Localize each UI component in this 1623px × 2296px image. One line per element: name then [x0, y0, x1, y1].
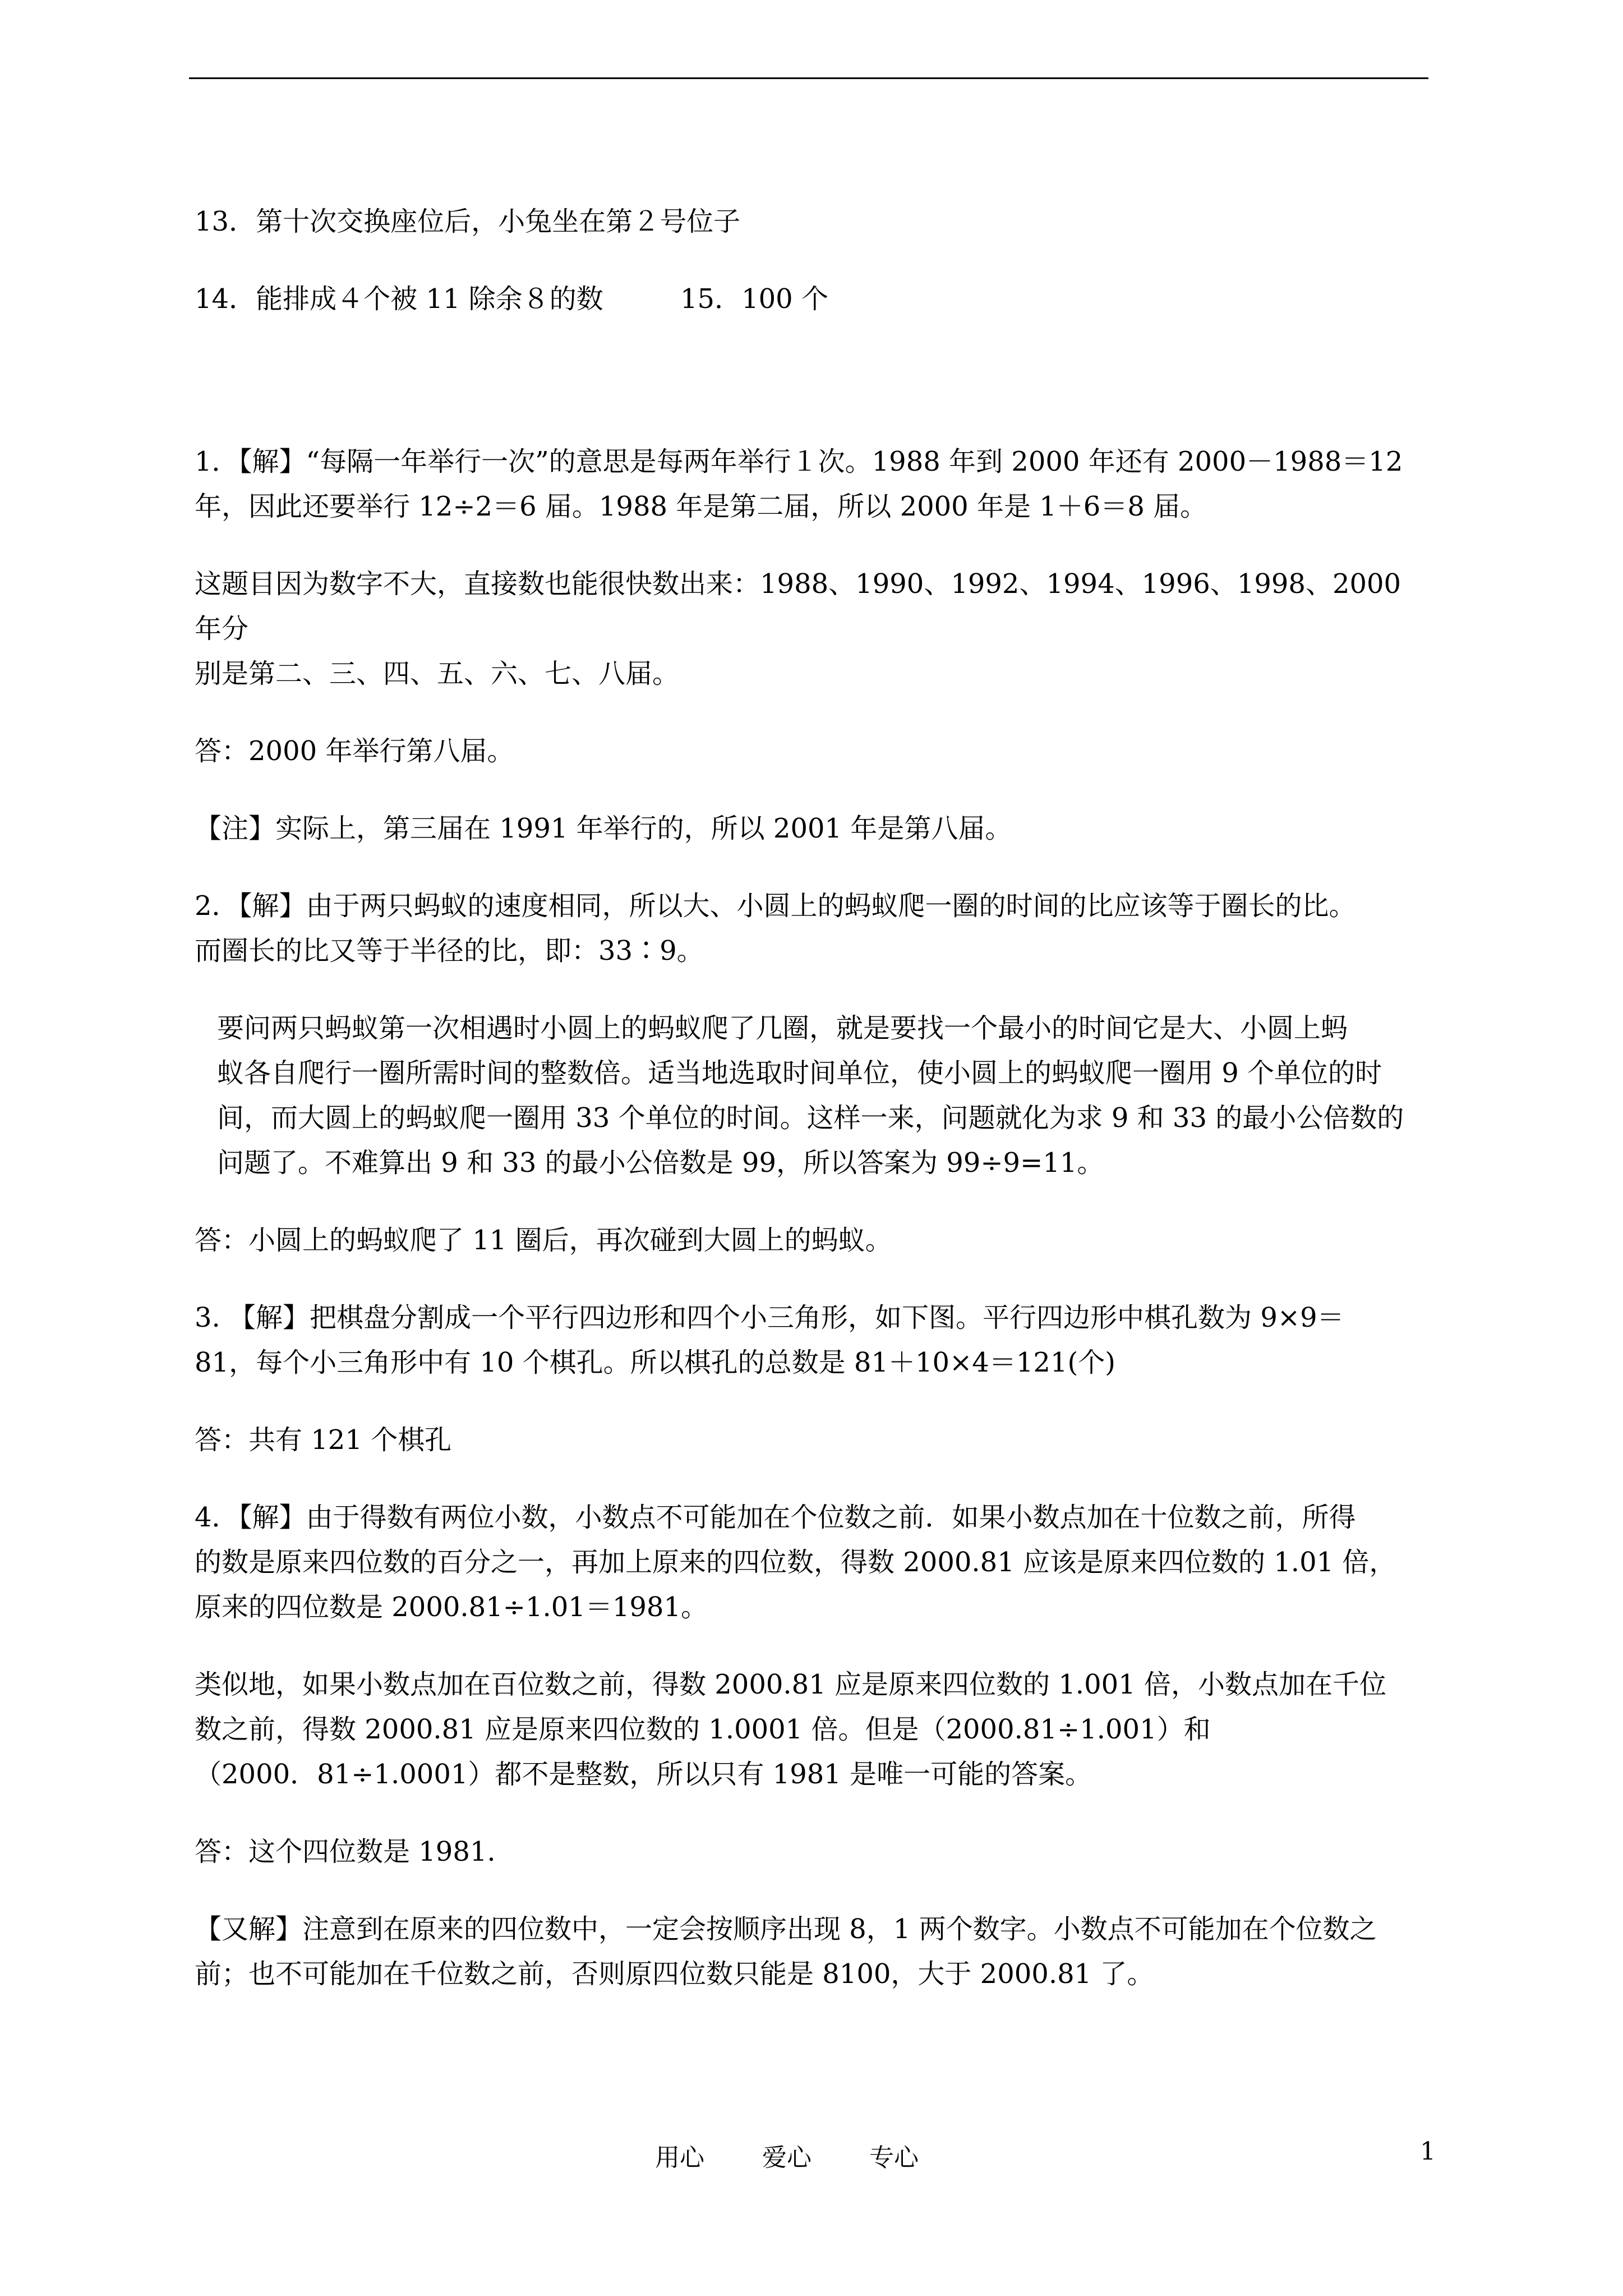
footer-motto-item: 用心	[655, 2143, 704, 2172]
footer-motto	[655, 2137, 919, 2173]
solution-1-note-line-2: 别是第二、三、四、五、六、七、八届。	[195, 658, 680, 689]
solution-4-similar-line-3: （2000．81÷1.0001）都不是整数，所以只有 1981 是唯一可能的答案。	[195, 1759, 1092, 1790]
solution-3-line-1: 3. 【解】把棋盘分割成一个平行四边形和四个小三角形，如下图。平行四边形中棋孔数为 9×9＝	[195, 1302, 1344, 1333]
solution-1-answer: 答：2000 年举行第八届。	[195, 735, 514, 767]
document-body	[195, 199, 1428, 1996]
footer-motto-item: 专心	[869, 2143, 919, 2172]
solution-3-line-2: 81，每个小三角形中有 10 个棋孔。所以棋孔的总数是 81＋10×4＝121(个)	[195, 1347, 1115, 1378]
solution-4-alt-line-2: 前；也不可能加在千位数之前，否则原四位数只能是 8100，大于 2000.81 了。	[195, 1958, 1154, 1990]
solution-2-explain-line-4: 问题了。不难算出 9 和 33 的最小公倍数是 99，所以答案为 99÷9=11。	[217, 1147, 1104, 1179]
solution-2-explain-line-3: 间，而大圆上的蚂蚁爬一圈用 33 个单位的时间。这样一来，问题就化为求 9 和 33 的最小公倍数的	[217, 1102, 1404, 1134]
solution-2-line-2: 而圈长的比又等于半径的比，即：33∶9。	[195, 935, 704, 967]
solution-4-similar-line-2: 数之前，得数 2000.81 应是原来四位数的 1.0001 倍。但是（2000.81÷1.001）和	[195, 1714, 1211, 1745]
header-rule	[189, 77, 1428, 79]
solution-1-remark: 【注】实际上，第三届在 1991 年举行的，所以 2001 年是第八届。	[195, 813, 1012, 844]
solution-3-answer: 答：共有 121 个棋孔	[195, 1424, 452, 1456]
solution-4-line-3: 原来的四位数是 2000.81÷1.01＝1981。	[195, 1591, 708, 1623]
answer-13: 13．第十次交换座位后，小兔坐在第２号位子	[195, 206, 741, 237]
solution-4-alt-line-1: 【又解】注意到在原来的四位数中，一定会按顺序出现 8，1 两个数字。小数点不可能加在个位数之	[195, 1913, 1377, 1945]
solution-4-answer: 答：这个四位数是 1981.	[195, 1836, 496, 1867]
solution-4-line-1: 4．【解】由于得数有两位小数，小数点不可能加在个位数之前．如果小数点加在十位数之前，所得	[195, 1502, 1356, 1533]
solution-2-answer: 答：小圆上的蚂蚁爬了 11 圈后，再次碰到大圆上的蚂蚁。	[195, 1225, 892, 1256]
solution-1-note-line-1: 这题目因为数字不大，直接数也能很快数出来：1988、1990、1992、1994、1996、1998、2000 年分	[195, 568, 1410, 645]
solution-4-similar-line-1: 类似地，如果小数点加在百位数之前，得数 2000.81 应是原来四位数的 1.001 倍，小数点加在千位	[195, 1669, 1386, 1700]
solution-2-line-1: 2．【解】由于两只蚂蚁的速度相同，所以大、小圆上的蚂蚁爬一圈的时间的比应该等于圈长的比。	[195, 890, 1356, 922]
footer-motto-item: 爱心	[762, 2143, 811, 2172]
solution-1-line-1: 1．【解】“每隔一年举行一次”的意思是每两年举行１次。1988 年到 2000 年还有 2000－1988＝12	[195, 446, 1403, 477]
answer-14-15: 14．能排成４个被 11 除余８的数 15．100 个	[195, 283, 828, 315]
page-number: 1	[1420, 2137, 1436, 2166]
solution-1-line-2: 年，因此还要举行 12÷2＝6 届。1988 年是第二届，所以 2000 年是 1＋6＝8 届。	[195, 491, 1207, 522]
solution-2-explain-line-2: 蚁各自爬行一圈所需时间的整数倍。适当地选取时间单位，使小圆上的蚂蚁爬一圈用 9 个单位的时	[217, 1057, 1382, 1089]
solution-4-line-2: 的数是原来四位数的百分之一，再加上原来的四位数，得数 2000.81 应该是原来四位数的 1.01 倍，	[195, 1547, 1396, 1578]
solution-2-explain-line-1: 要问两只蚂蚁第一次相遇时小圆上的蚂蚁爬了几圈，就是要找一个最小的时间它是大、小圆上蚂	[217, 1013, 1348, 1044]
